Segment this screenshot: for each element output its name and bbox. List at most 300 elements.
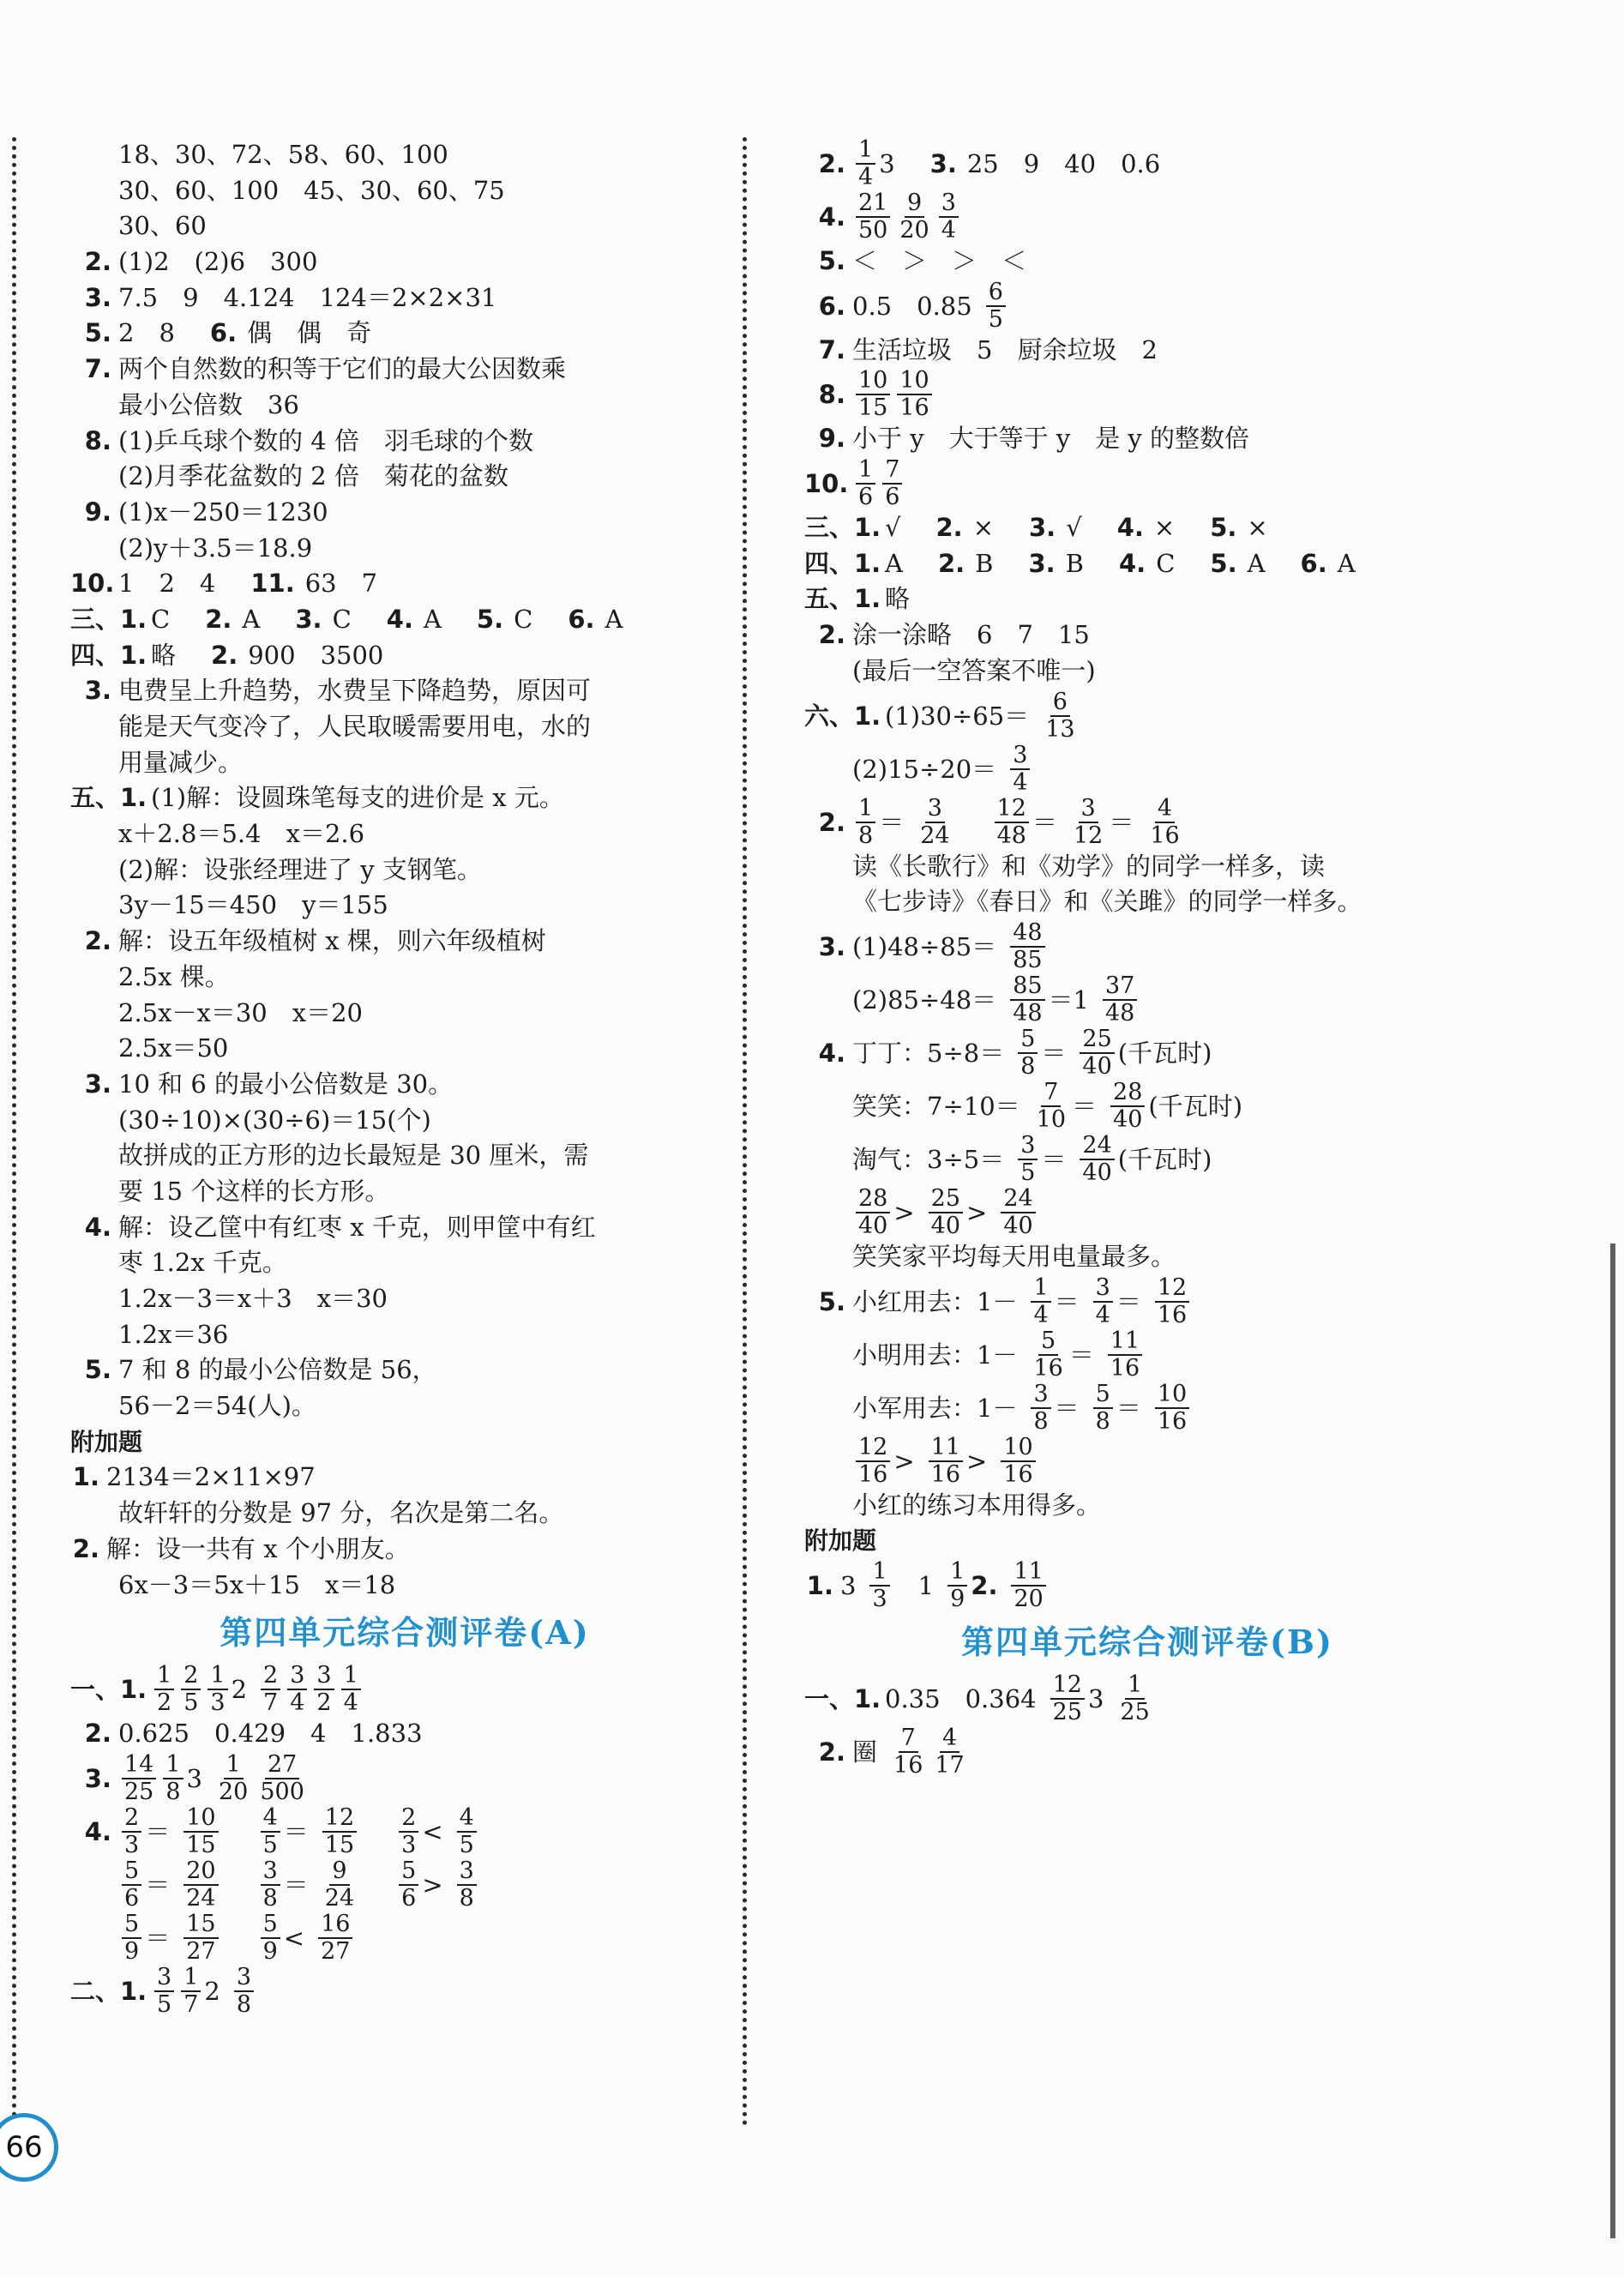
- numerator: 6: [986, 280, 1006, 307]
- denominator: 9: [262, 1937, 278, 1965]
- answer-line: [804, 1382, 1490, 1435]
- answer-line: [70, 1912, 739, 1965]
- fraction: [1110, 1080, 1145, 1133]
- numerator: 7: [899, 1725, 918, 1753]
- fraction: [856, 190, 890, 244]
- fraction: [1011, 1559, 1045, 1612]
- bonus-heading: 附加题: [70, 1427, 143, 1456]
- denominator: 4: [941, 217, 956, 244]
- denominator: 40: [930, 1212, 961, 1239]
- answer-text: ＝: [1116, 1393, 1141, 1423]
- answer-text: >: [893, 1197, 915, 1227]
- denominator: 4: [290, 1689, 305, 1717]
- answer-text: ＝: [145, 1870, 171, 1900]
- fraction: [122, 1858, 141, 1912]
- answer-text: ×: [972, 513, 1019, 543]
- question-number: 4.: [1118, 548, 1146, 578]
- fraction: [897, 190, 931, 244]
- answer-text: 2.5x＝50: [118, 1033, 229, 1063]
- numerator: 20: [183, 1858, 218, 1886]
- fraction: [122, 1805, 141, 1858]
- fraction: [929, 1186, 963, 1239]
- section-title: 第四单元综合测评卷(A): [220, 1613, 590, 1653]
- answer-text: 3: [1087, 1683, 1104, 1713]
- section-label: 三、1.: [804, 513, 881, 543]
- answer-line: [70, 459, 739, 495]
- question-number: 6.: [818, 291, 845, 321]
- answer-line: [70, 531, 739, 567]
- numerator: 3: [1031, 1382, 1050, 1409]
- numerator: 25: [1080, 1027, 1114, 1054]
- answer-text: B: [1065, 548, 1109, 578]
- question-number: 2.: [818, 149, 845, 178]
- answer-line: [70, 566, 739, 602]
- numerator: 5: [1018, 1027, 1038, 1054]
- denominator: 3: [124, 1831, 140, 1858]
- question-number: 3.: [84, 1069, 111, 1099]
- denominator: 25: [1052, 1698, 1082, 1725]
- fraction: [261, 1858, 280, 1912]
- numerator: 10: [856, 368, 890, 395]
- answer-text: 解：设乙筐中有红枣 x 千克，则甲筐中有红: [118, 1212, 596, 1242]
- numerator: 24: [1001, 1186, 1035, 1213]
- answer-line: [804, 1275, 1490, 1328]
- answer-line: [804, 1027, 1490, 1080]
- answer-text: 解：设一共有 x 个小朋友。: [106, 1533, 410, 1563]
- question-number: 6.: [568, 604, 595, 634]
- answer-text: (1)2 (2)6 300: [118, 247, 318, 277]
- answer-text: A: [604, 604, 623, 634]
- numerator: 10: [897, 368, 931, 395]
- question-number: 2.: [84, 247, 111, 277]
- denominator: 8: [1095, 1407, 1110, 1435]
- answer-line: [804, 920, 1490, 973]
- answer-text: (2)月季花盆数的 2 倍 菊花的盆数: [118, 461, 508, 491]
- answer-text: 读《长歌行》和《劝学》的同学一样多，读: [852, 851, 1326, 881]
- answer-column-left: [70, 137, 739, 2018]
- section-label: 四、1.: [70, 640, 147, 670]
- binding-dots-left: [12, 137, 16, 2127]
- answer-line: [70, 816, 739, 852]
- answer-text: √: [1066, 513, 1107, 543]
- fraction: [1031, 1275, 1050, 1328]
- denominator: 17: [935, 1751, 965, 1779]
- answer-text: 7.5 9 4.124 124＝2×2×31: [118, 282, 497, 312]
- fraction: [1031, 1328, 1065, 1382]
- numerator: 1: [856, 457, 875, 485]
- answer-text: >: [966, 1446, 988, 1476]
- fraction: [1031, 1382, 1050, 1435]
- answer-text: 10 和 6 的最小公倍数是 30。: [118, 1069, 454, 1099]
- section-label: 一、1.: [804, 1683, 881, 1713]
- denominator: 16: [899, 394, 929, 422]
- answer-line: [804, 581, 1490, 617]
- question-number: 2.: [935, 513, 963, 543]
- answer-text: 3: [840, 1570, 857, 1600]
- question-number: 2.: [211, 640, 238, 670]
- answer-text: 最小公倍数 36: [118, 389, 299, 419]
- answer-text: ＝: [145, 1816, 171, 1846]
- fraction: [122, 1752, 156, 1805]
- fraction: [1010, 743, 1030, 796]
- answer-text: 900 3500: [248, 640, 384, 670]
- numerator: 2: [399, 1805, 418, 1833]
- denominator: 85: [1013, 946, 1043, 973]
- denominator: 4: [858, 164, 874, 190]
- answer-text: 偶 偶 奇: [247, 318, 372, 348]
- numerator: 1: [224, 1752, 244, 1779]
- section-label: 五、1.: [70, 783, 147, 813]
- answer-line: [70, 1388, 739, 1424]
- fraction: [1018, 1133, 1038, 1186]
- answer-text: 小红用去：1－: [852, 1286, 1018, 1316]
- answer-line: [70, 280, 739, 316]
- numerator: 12: [1050, 1672, 1085, 1700]
- fraction: [318, 1912, 352, 1965]
- question-number: 5.: [476, 604, 504, 634]
- answer-text: 涂一涂略 6 7 15: [852, 620, 1090, 650]
- question-number: 2.: [818, 620, 845, 650]
- fraction: [399, 1858, 418, 1912]
- answer-text: 2.5x－x＝30 x＝20: [118, 997, 363, 1027]
- question-number: 3.: [84, 282, 111, 312]
- fraction: [322, 1805, 357, 1858]
- answer-text: √: [885, 513, 926, 543]
- numerator: 3: [1018, 1133, 1038, 1160]
- fraction: [869, 1559, 889, 1612]
- denominator: 16: [893, 1751, 923, 1779]
- answer-text: (1)解：设圆珠笔每支的进价是 x 元。: [151, 783, 564, 813]
- denominator: 7: [263, 1689, 279, 1717]
- numerator: 10: [1001, 1435, 1035, 1462]
- answer-text: 63 7: [304, 569, 378, 599]
- numerator: 25: [929, 1186, 963, 1213]
- answer-text: 56－2＝54(人)。: [118, 1391, 316, 1421]
- fraction: [856, 1435, 890, 1488]
- denominator: 40: [1003, 1212, 1033, 1239]
- fraction: [261, 1805, 280, 1858]
- question-number: 4.: [818, 202, 845, 232]
- denominator: 48: [996, 822, 1026, 849]
- fraction: [1155, 1275, 1189, 1328]
- fraction: [1108, 1328, 1142, 1382]
- answer-text: A: [1337, 548, 1356, 578]
- numerator: 6: [1050, 689, 1070, 717]
- numerator: 15: [183, 1912, 218, 1939]
- answer-text: <: [422, 1816, 443, 1846]
- answer-line: [70, 852, 739, 888]
- answer-text: 0.35 0.364: [885, 1683, 1037, 1713]
- numerator: 12: [1155, 1275, 1189, 1303]
- denominator: 40: [1113, 1105, 1143, 1133]
- fraction: [856, 457, 875, 510]
- answer-text: 略: [885, 584, 911, 614]
- numerator: 10: [1155, 1382, 1189, 1409]
- denominator: 15: [324, 1831, 355, 1858]
- denominator: 6: [858, 484, 874, 511]
- answer-text: 略: [151, 640, 201, 670]
- numerator: 5: [399, 1858, 418, 1886]
- fraction: [1001, 1435, 1035, 1488]
- answer-text: 7 和 8 的最小公倍数是 56，: [118, 1355, 437, 1385]
- answer-text: ＝: [1109, 807, 1134, 837]
- numerator: 3: [1010, 743, 1030, 770]
- fraction: [457, 1805, 477, 1858]
- fraction: [154, 1663, 174, 1716]
- fraction: [1093, 1382, 1113, 1435]
- answer-line: [804, 368, 1490, 421]
- numerator: 1: [208, 1663, 227, 1690]
- answer-text: 丁丁：5÷8＝: [852, 1038, 1005, 1068]
- question-number: 5.: [818, 1286, 845, 1316]
- fraction: [856, 796, 875, 849]
- numerator: 5: [122, 1858, 141, 1886]
- denominator: 25: [124, 1778, 154, 1805]
- answer-column-right: [804, 137, 1490, 1779]
- denominator: 40: [1082, 1159, 1112, 1186]
- denominator: 4: [343, 1689, 358, 1717]
- denominator: 5: [459, 1831, 474, 1858]
- answer-text: ＝: [283, 1870, 309, 1900]
- question-number: 2.: [205, 604, 232, 634]
- section-label: 二、1.: [70, 1976, 147, 2006]
- fraction: [856, 368, 890, 421]
- denominator: 4: [1095, 1301, 1110, 1328]
- question-number: 7.: [84, 354, 111, 384]
- answer-line: [70, 1031, 739, 1067]
- fraction: [1010, 973, 1044, 1027]
- answer-line: [70, 673, 739, 709]
- answer-line: [804, 137, 1490, 190]
- answer-text: 0.625 0.429 4 1.833: [118, 1719, 423, 1749]
- question-number: 8.: [818, 380, 845, 410]
- denominator: 16: [1033, 1354, 1063, 1382]
- answer-line: [804, 743, 1490, 796]
- answer-line: [804, 1435, 1490, 1488]
- fraction: [939, 190, 959, 244]
- answer-line: [804, 1080, 1490, 1133]
- numerator: 2: [261, 1663, 280, 1690]
- denominator: 5: [1020, 1159, 1036, 1186]
- question-number: 6.: [209, 318, 238, 348]
- numerator: 2: [181, 1663, 201, 1690]
- denominator: 9: [124, 1937, 140, 1965]
- answer-line: [804, 1328, 1490, 1382]
- question-number: 3.: [818, 931, 845, 961]
- fraction: [314, 1663, 334, 1716]
- numerator: 3: [314, 1663, 334, 1690]
- answer-text: ＝: [1116, 1286, 1141, 1316]
- answer-line: [70, 1568, 739, 1604]
- denominator: 15: [186, 1831, 216, 1858]
- answer-line: [804, 1186, 1490, 1239]
- answer-text: 小明用去：1－: [852, 1340, 1018, 1370]
- numerator: 9: [905, 190, 924, 218]
- answer-text: 2: [204, 1976, 220, 2006]
- answer-text: ＝: [879, 807, 905, 837]
- answer-text: 1.2x＝36: [118, 1319, 229, 1349]
- answer-text: [360, 1805, 385, 1858]
- denominator: 8: [858, 822, 874, 849]
- numerator: 4: [457, 1805, 477, 1833]
- denominator: 5: [262, 1831, 278, 1858]
- answer-line: [70, 1663, 739, 1716]
- answer-line: [70, 1352, 739, 1388]
- answer-text: 两个自然数的积等于它们的最大公因数乘: [118, 354, 567, 384]
- answer-line: [70, 888, 739, 924]
- question-number: 6.: [1300, 548, 1327, 578]
- answer-line: [804, 653, 1490, 689]
- question-number: 4.: [386, 604, 413, 634]
- denominator: 25: [1120, 1698, 1150, 1725]
- answer-line: [70, 638, 739, 674]
- answer-line: [70, 137, 739, 173]
- numerator: 5: [261, 1912, 280, 1939]
- denominator: 48: [1013, 999, 1043, 1027]
- answer-text: (30÷10)×(30÷6)＝15(个): [118, 1105, 431, 1135]
- denominator: 4: [1013, 768, 1028, 796]
- denominator: 7: [183, 1990, 199, 2018]
- numerator: 3: [925, 796, 945, 823]
- answer-line: [804, 1672, 1490, 1725]
- numerator: 12: [322, 1805, 357, 1833]
- answer-text: 2 8: [118, 318, 200, 348]
- denominator: 13: [1045, 715, 1075, 743]
- fraction: [183, 1858, 218, 1912]
- answer-line: [70, 208, 739, 244]
- question-number: 3.: [1028, 548, 1056, 578]
- answer-text: (2)15÷20＝: [852, 754, 997, 784]
- numerator: 48: [1010, 920, 1044, 948]
- numerator: 3: [287, 1663, 307, 1690]
- answer-line: [804, 1488, 1490, 1524]
- fraction: [917, 796, 952, 849]
- numerator: 1: [154, 1663, 174, 1690]
- denominator: 3: [401, 1831, 417, 1858]
- fraction: [1117, 1672, 1152, 1725]
- answer-line: [70, 1067, 739, 1103]
- answer-line: [70, 388, 739, 424]
- answer-text: ＝: [1054, 1286, 1080, 1316]
- denominator: 4: [1033, 1301, 1049, 1328]
- answer-text: 淘气：3÷5＝: [852, 1144, 1005, 1174]
- denominator: 3: [872, 1585, 887, 1612]
- fraction: [1080, 1027, 1114, 1080]
- answer-text: 3: [879, 149, 920, 178]
- answer-text: >: [422, 1870, 443, 1900]
- answer-text: 解：设五年级植树 x 棵，则六年级植树: [118, 926, 546, 956]
- denominator: 8: [459, 1884, 474, 1912]
- answer-text: 1: [893, 1570, 935, 1600]
- answer-line: [70, 352, 739, 388]
- fraction: [986, 280, 1006, 333]
- denominator: 2: [157, 1689, 172, 1717]
- denominator: 15: [858, 394, 888, 422]
- answer-text: ×: [1153, 513, 1200, 543]
- answer-text: 故拼成的正方形的边长最短是 30 厘米，需: [118, 1141, 589, 1171]
- answer-text: (2)y＋3.5＝18.9: [118, 533, 313, 563]
- numerator: 12: [856, 1435, 890, 1462]
- section-label: 三、1.: [70, 604, 147, 634]
- question-number: 5.: [84, 1355, 111, 1385]
- denominator: 27: [321, 1937, 351, 1965]
- question-number: 4.: [84, 1212, 111, 1242]
- answer-text: 2134＝2×11×97: [106, 1462, 316, 1492]
- answer-line: [70, 1245, 739, 1281]
- question-number: 9.: [84, 497, 111, 527]
- question-number: 5.: [1210, 513, 1237, 543]
- answer-text: (1)30÷65＝: [885, 701, 1030, 731]
- fraction: [341, 1663, 361, 1716]
- answer-line: [70, 1858, 739, 1912]
- question-number: 4.: [1116, 513, 1144, 543]
- answer-line: [804, 796, 1490, 849]
- denominator: 8: [1020, 1052, 1036, 1080]
- answer-line: [70, 1805, 739, 1858]
- fraction: [947, 1559, 967, 1612]
- answer-text: ＝: [1032, 807, 1057, 837]
- denominator: 48: [1105, 999, 1135, 1027]
- denominator: 8: [262, 1884, 278, 1912]
- answer-text: 电费呈上升趋势，水费呈下降趋势，原因可: [118, 676, 592, 706]
- denominator: 12: [1073, 822, 1104, 849]
- answer-line: [70, 495, 739, 531]
- answer-text: 生活垃圾 5 厨余垃圾 2: [852, 334, 1158, 364]
- denominator: 6: [885, 484, 900, 511]
- question-number: 9.: [818, 424, 845, 454]
- answer-text: 2: [231, 1675, 248, 1705]
- fraction: [154, 1965, 174, 2018]
- answer-text: ＝: [1041, 1038, 1067, 1068]
- answer-line: [70, 709, 739, 745]
- fraction: [399, 1805, 418, 1858]
- denominator: 16: [1157, 1301, 1188, 1328]
- denominator: 16: [930, 1460, 961, 1488]
- numerator: 5: [122, 1912, 141, 1939]
- answer-text: C: [151, 604, 195, 634]
- answer-text: 30、60: [118, 211, 207, 241]
- answer-line: [804, 244, 1490, 280]
- numerator: 4: [1155, 796, 1175, 823]
- question-number: 10.: [70, 569, 115, 599]
- denominator: 16: [1003, 1460, 1033, 1488]
- question-number: 2.: [84, 926, 111, 956]
- answer-line: [70, 1716, 739, 1752]
- denominator: 40: [858, 1212, 888, 1239]
- numerator: 3: [1079, 796, 1098, 823]
- fraction: [1071, 796, 1105, 849]
- denominator: 27: [186, 1937, 216, 1965]
- denominator: 3: [210, 1689, 226, 1717]
- answer-text: 0.5 0.85: [852, 291, 972, 321]
- answer-line: [804, 1559, 1490, 1612]
- bonus-heading: 附加题: [804, 1526, 877, 1556]
- answer-line: [70, 602, 739, 638]
- answer-text: 笑笑家平均每天用电量最多。: [852, 1241, 1176, 1271]
- answer-line: [70, 780, 739, 816]
- denominator: 20: [219, 1778, 249, 1805]
- numerator: 11: [1011, 1559, 1045, 1587]
- denominator: 9: [950, 1585, 965, 1612]
- denominator: 500: [260, 1778, 304, 1805]
- denominator: 6: [401, 1884, 417, 1912]
- numerator: 3: [939, 190, 959, 218]
- answer-line: [804, 457, 1490, 510]
- numerator: 3: [154, 1965, 174, 1992]
- page-number-badge: [0, 2113, 58, 2182]
- answer-text: ＝: [1041, 1144, 1067, 1174]
- question-number: 3.: [295, 604, 322, 634]
